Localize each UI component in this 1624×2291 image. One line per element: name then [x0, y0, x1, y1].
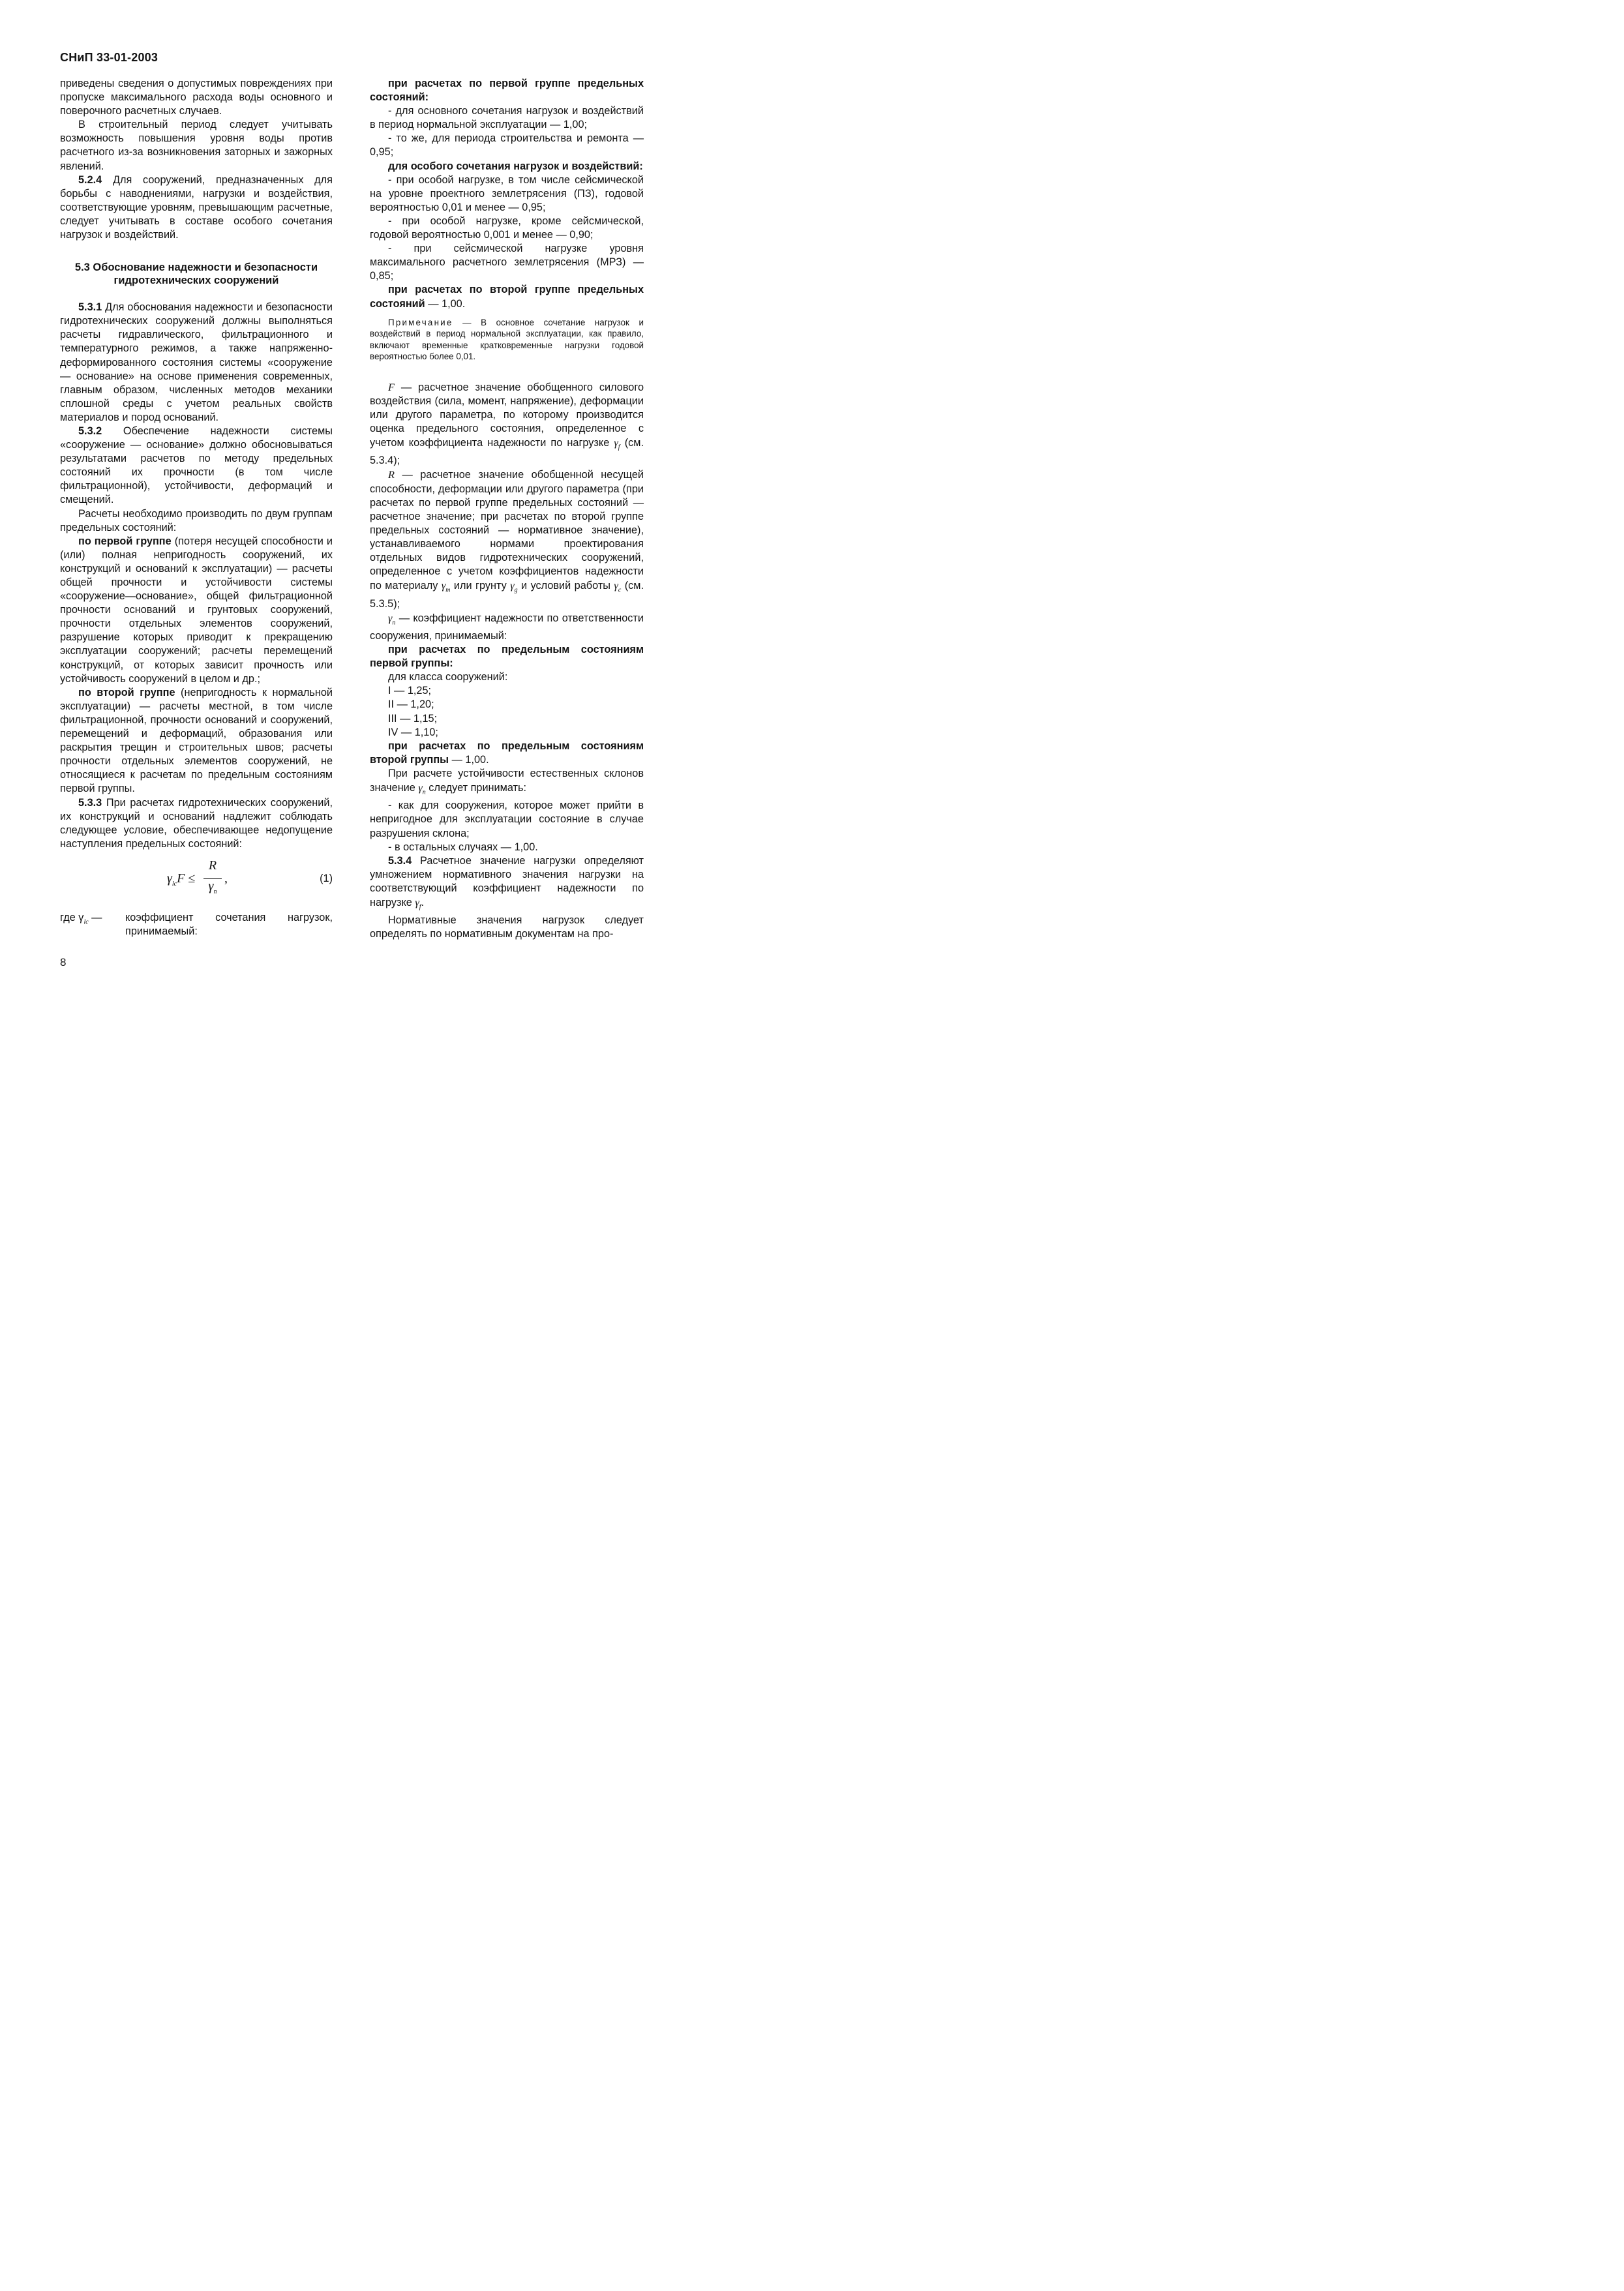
document-page [0, 0, 719, 1014]
left-column [60, 77, 333, 940]
formula-numerator: R [208, 858, 217, 873]
class-item: II — 1,20; [388, 698, 434, 711]
formula-denominator: $\gamma_n$ [208, 878, 217, 895]
definition-R: R — расчетное значение обобщенной несущей способности, деформации или другого параметра (при расчетах по первой группе предельных состояний — расчетное значение; при расчетах по второй группе предельных состояний — нормативное значение), устанавливаемого нормами проектирования отдельных видов гидротехнических сооружений, определенное с учетом коэффициентов надежности по материалу $\gamma_m$ или грунту $\gamma_g$ и условий работы $\gamma_c$ (см. 5.3.5); [370, 468, 644, 610]
legend-text: коэффициент сочетания нагрузок, принимаемый: [125, 911, 333, 937]
class-item: I — 1,25; [388, 685, 432, 697]
list-item: - в остальных случаях — 1,00. [388, 841, 538, 853]
paragraph: для класса сооружений: [388, 671, 508, 683]
list-item: - при особой нагрузке, в том числе сейсмической на уровне проектного землетрясения (ПЗ), годовой вероятностью 0,01 и менее — 0,95; [370, 173, 644, 213]
list-item: - то же, для периода строительства и ремонта — 0,95; [370, 132, 644, 158]
clause-number: 5.2.4 [78, 173, 102, 186]
clause-number: 5.3.1 [78, 301, 102, 314]
bold-subheading: при расчетах по предельным состояниям первой группы: [370, 644, 644, 670]
section-heading: 5.3 Обоснование надежности и безопасности гидротехнических сооружений [74, 262, 318, 287]
clause-text: Обеспечение надежности системы «сооружение — основание» должно обосновываться результатами расчетов по методу предельных состояний их прочности (в том числе фильтрационной), устойчивости, деформаций и смещений. [60, 425, 333, 506]
paragraph: При расчете устойчивости естественных склонов значение $\gamma_n$ следует принимать: [370, 767, 644, 796]
second-group-value: при расчетах по второй группе предельных состояний — 1,00. [370, 284, 644, 310]
note-label: Примечание [388, 317, 453, 327]
list-item: - для основного сочетания нагрузок и воздействий в период нормальной эксплуатации — 1,00; [370, 105, 644, 131]
clause-5-3-3 [60, 796, 333, 851]
class-item: IV — 1,10; [388, 726, 438, 738]
bold-term: по первой группе [78, 535, 172, 547]
paragraph: В строительный период следует учитывать возможность повышения уровня воды против расчетного из-за возникновения заторных и зажорных явлений. [60, 119, 333, 172]
clause-5-3-1 [60, 301, 333, 425]
clause-5-3-4: 5.3.4 Расчетное значение нагрузки определяют умножением нормативного значения нагрузки на соответствующий коэффициент надежности по нагрузке $\gamma_f$. [370, 854, 644, 911]
paragraph: Расчеты необходимо производить по двум группам предельных состояний: [60, 507, 333, 533]
second-group-paragraph [60, 686, 333, 796]
class-item: III — 1,15; [388, 712, 438, 725]
right-column [370, 77, 644, 942]
clause-text: Для сооружений, предназначенных для борьбы с наводнениями, нагрузки и воздействия, соответствующие уровням, превышающим расчетные, следует учитывать в составе особого сочетания нагрузок и воздействий. [60, 173, 333, 241]
document-code-header: СНиП 33-01-2003 [60, 51, 158, 64]
clause-number: 5.3.2 [78, 425, 102, 437]
list-item: - как для сооружения, которое может прийти в непригодное для эксплуатации состояние в случае разрушения склона; [370, 800, 644, 839]
formula-comma: , [224, 871, 228, 886]
formula-legend [60, 911, 333, 940]
clause-5-3-2 [60, 425, 333, 507]
clause-number: 5.3.3 [78, 796, 102, 809]
legend-symbol: где $\gamma_{lc}$ — [60, 911, 102, 926]
clause-5-2-4 [60, 173, 333, 242]
clause-text: При расчетах гидротехнических сооружений, их конструкций и оснований надлежит соблюдать следующее условие, обеспечивающее недопущение наступления предельных состояний: [60, 796, 333, 850]
bold-subheading: для особого сочетания нагрузок и воздействий: [388, 160, 643, 172]
list-item: - при сейсмической нагрузке уровня максимального расчетного землетрясения (МРЗ) — 0,85; [370, 243, 644, 282]
paragraph-text: (потеря несущей способности и (или) полная непригодность сооружений, их конструкций и оснований к эксплуатации) — расчеты общей прочности и устойчивости системы «сооружение—основание», общей фильтрационной прочности оснований и грунтовых сооружений, прочности отдельных элементов сооружений, разрушение которых приводит к прекращению эксплуатации сооружений; расчеты перемещений конструкций, от которых зависит прочность или устойчивость сооружений в целом и др.; [60, 535, 333, 685]
clause-text: Для обоснования надежности и безопасности гидротехнических сооружений должны выполняться расчеты гидравлического, фильтрационного и температурного режимов, а также напряженно-деформированного состояния системы «сооружение — основание» на основе применения современных, главным образом, численных методов механики сплошной среды с учетом реальных свойств материалов и пород оснований. [60, 301, 333, 423]
formula-number: (1) [320, 872, 333, 884]
first-group-paragraph [60, 535, 333, 686]
list-item: - при особой нагрузке, кроме сейсмической, годовой вероятностью 0,001 и менее — 0,90; [370, 215, 644, 241]
note [370, 317, 644, 363]
paragraph: Нормативные значения нагрузок следует определять по нормативным документам на про- [370, 914, 644, 940]
paragraph: приведены сведения о допустимых повреждениях при пропуске максимального расхода воды основного и поверочного расчетных случаев. [60, 78, 333, 117]
second-group-limit: при расчетах по предельным состояниям второй группы — 1,00. [370, 740, 644, 766]
formula-1 [60, 859, 333, 902]
note-text: — В основное сочетание нагрузок и воздействий в период нормальной эксплуатации, как правило, включают временные кратковременные нагрузки годовой вероятностью более 0,01. [370, 317, 644, 362]
page-number: 8 [60, 956, 67, 968]
definition-F: F — расчетное значение обобщенного силового воздействия (сила, момент, напряжение), деформации или другого параметра, по которому производится оценка предельного состояния, определенное с учетом коэффициента надежности по нагрузке $\gamma_f$ (см. 5.3.4); [370, 380, 644, 467]
formula-expression [167, 859, 245, 901]
clause-number: 5.3.4 [388, 854, 412, 867]
definition-gamma-n: $\gamma_n$ — коэффициент надежности по ответственности сооружения, принимаемый: [370, 611, 644, 642]
formula-lhs: $\gamma_{lc}F$ ≤ [167, 871, 196, 888]
bold-subheading: при расчетах по первой группе предельных состояний: [370, 78, 644, 104]
bold-term: по второй группе [78, 686, 175, 698]
paragraph-text: (непригодность к нормальной эксплуатации) — расчеты местной, в том числе фильтрационной, прочности оснований и сооружений, перемещений и деформаций, образования или раскрытия трещин и строительных швов; расчеты прочности отдельных элементов сооружений, не относящиеся к расчетам по предельным состояниям первой группы. [60, 686, 333, 795]
